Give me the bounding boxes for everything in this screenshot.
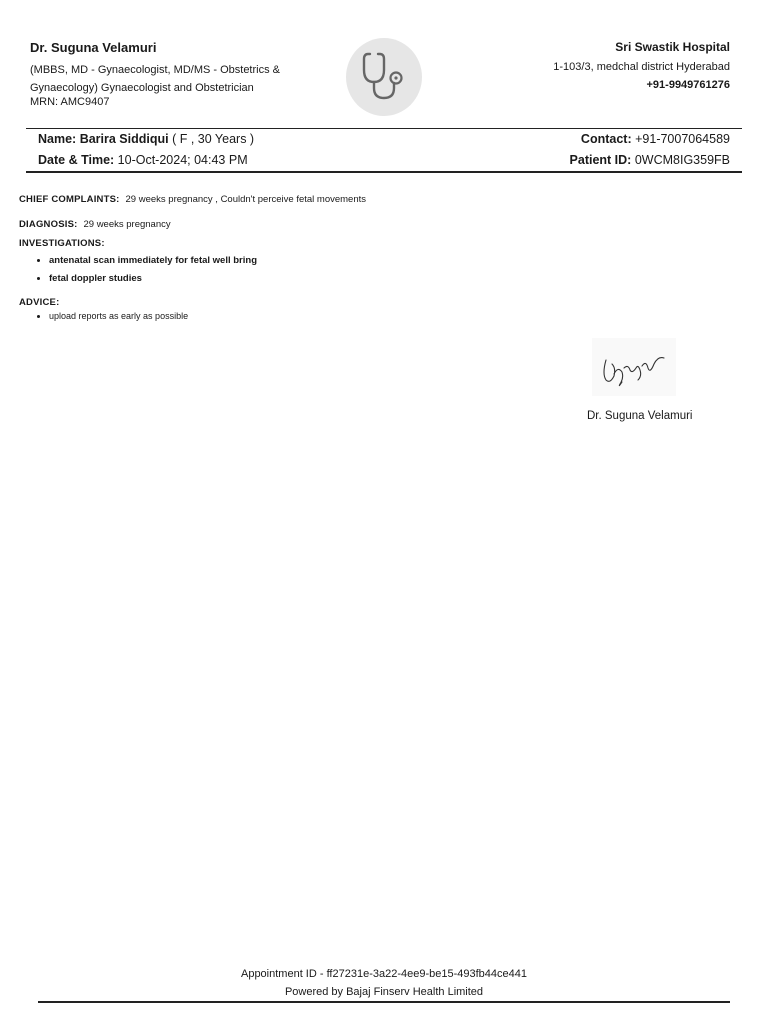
powered-by: Powered by Bajaj Finserv Health Limited <box>284 986 484 998</box>
patient-id-row <box>570 153 730 167</box>
list-item: • fetal doppler studies <box>49 270 257 288</box>
contact-value: +91-7007064589 <box>635 132 730 146</box>
signature-image <box>592 338 676 396</box>
header-divider <box>26 128 742 129</box>
contact-label: Contact: <box>580 132 632 146</box>
patient-datetime-row <box>38 153 248 167</box>
patient-id-value: 0WCM8IG359FB <box>634 153 730 167</box>
hospital-address: 1-103/3, medchal district Hyderabad <box>553 61 730 73</box>
patient-id-label: Patient ID: <box>569 153 632 167</box>
datetime-value: 10-Oct-2024; 04:43 PM <box>117 153 248 167</box>
patient-divider <box>26 171 742 173</box>
list-item: • antenatal scan immediately for fetal well bring <box>49 252 257 270</box>
chief-complaints-text: 29 weeks pregnancy , Couldn't perceive fetal movements <box>125 194 367 205</box>
investigations-list <box>33 252 257 288</box>
patient-contact-row <box>581 132 730 146</box>
diagnosis-text: 29 weeks pregnancy <box>83 219 171 230</box>
advice-list <box>33 309 188 323</box>
chief-complaints <box>19 189 366 207</box>
appointment-id: Appointment ID - ff27231e-3a22-4ee9-be15-493fb44ce441 <box>240 968 527 980</box>
datetime-label: Date & Time: <box>38 153 115 167</box>
chief-complaints-label: CHIEF COMPLAINTS: <box>19 194 120 205</box>
doctor-qualifications: (MBBS, MD - Gynaecologist, MD/MS - Obstetrics & Gynaecology) Gynaecologist and Obstetrician <box>30 64 280 94</box>
doctor-mrn: MRN: AMC9407 <box>30 96 110 108</box>
advice-label: ADVICE: <box>19 297 60 308</box>
hospital-logo <box>346 38 422 116</box>
footer-divider <box>38 1001 730 1003</box>
stethoscope-icon <box>358 50 410 104</box>
diagnosis <box>19 214 171 232</box>
patient-details: ( F , 30 Years ) <box>172 132 255 146</box>
patient-name-label: Name: <box>38 132 77 146</box>
doctor-name: Dr. Suguna Velamuri <box>30 40 157 55</box>
list-item: • upload reports as early as possible <box>49 309 188 323</box>
diagnosis-label: DIAGNOSIS: <box>19 219 78 230</box>
patient-name: Barira Siddiqui <box>79 132 169 146</box>
signature-name: Dr. Suguna Velamuri <box>587 410 693 422</box>
patient-name-row <box>38 132 254 146</box>
investigations-label: INVESTIGATIONS: <box>19 238 105 249</box>
hospital-name: Sri Swastik Hospital <box>615 40 730 54</box>
hospital-phone: +91-9949761276 <box>646 79 730 91</box>
